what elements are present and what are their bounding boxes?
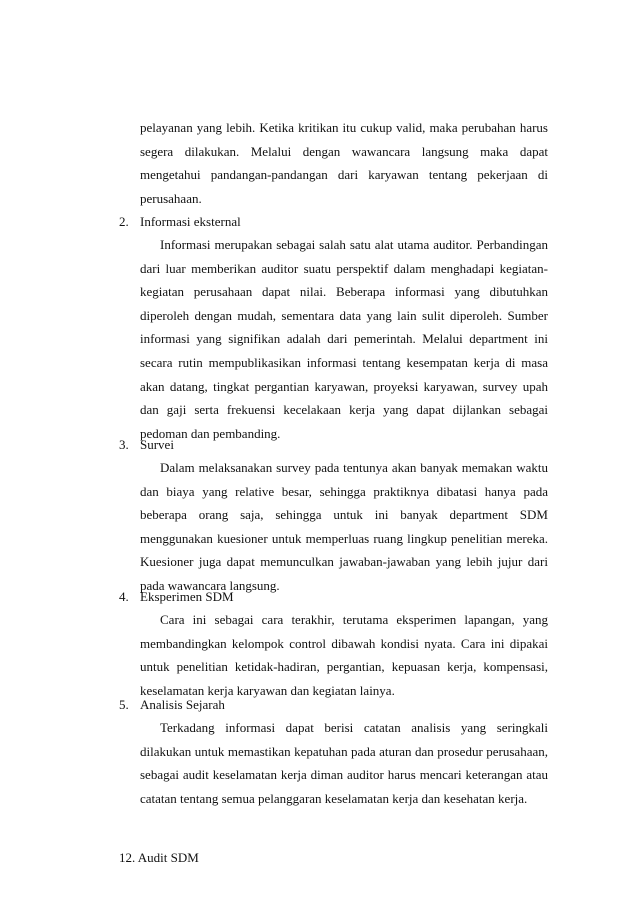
section-heading-4 bbox=[119, 585, 234, 609]
paragraph-line: catatan tentang semua pelanggaran keselamatan kerja dan kesehatan kerja. bbox=[140, 790, 528, 806]
paragraph-line: akan datang, tingkat pergantian karyawan, proyeksi karyawan, survey upah bbox=[140, 378, 548, 394]
paragraph-line: keselamatan kerja karyawan dan kegiatan lainya. bbox=[140, 682, 395, 698]
paragraph-line: Informasi merupakan sebagai salah satu alat utama auditor. Perbandingan bbox=[160, 237, 548, 252]
section-3-paragraph bbox=[140, 456, 548, 598]
paragraph-line: Terkadang informasi dapat berisi catatan analisis yang seringkali bbox=[160, 720, 548, 735]
section-4-paragraph bbox=[140, 608, 548, 702]
page-footer: 12. Audit SDM bbox=[119, 850, 199, 865]
section-title: Survei bbox=[140, 437, 174, 452]
section-heading-3 bbox=[119, 433, 174, 457]
paragraph-line: sebagai audit keselamatan kerja diman auditor harus mencari keterangan atau bbox=[140, 767, 548, 783]
section-number: 2. bbox=[119, 214, 129, 229]
paragraph-line: membandingkan kelompok control dibawah kondisi nyata. Cara ini dipakai bbox=[140, 635, 548, 651]
paragraph-line: Kuesioner juga dapat memunculkan jawaban-jawaban yang lebih jujur dari bbox=[140, 554, 548, 570]
paragraph-line: secara rutin mempublikasikan informasi tentang kesempatan kerja di masa bbox=[140, 354, 548, 370]
section-2-paragraph bbox=[140, 233, 548, 445]
section-title: Eksperimen SDM bbox=[140, 589, 234, 604]
paragraph-line: pada wawancara langsung. bbox=[140, 577, 280, 593]
paragraph-line: dilakukan untuk memastikan kepatuhan pada aturan dan prosedur perusahaan, bbox=[140, 743, 548, 759]
paragraph-line: dan biaya yang relative besar, sehingga praktiknya dibatasi hanya pada bbox=[140, 483, 548, 499]
section-title: Analisis Sejarah bbox=[140, 697, 225, 712]
paragraph-line: diperoleh dengan mudah, sementara data yang lain sulit diperoleh. Sumber bbox=[140, 307, 548, 323]
paragraph-line: perusahaan. bbox=[140, 190, 202, 206]
paragraph-line: dan gaji serta frekuensi kecelakaan kerja yang dapat dijlankan sebagai bbox=[140, 402, 548, 418]
section-5-paragraph bbox=[140, 716, 548, 810]
continuation-paragraph bbox=[140, 116, 548, 210]
section-title: Informasi eksternal bbox=[140, 214, 241, 229]
section-number: 4. bbox=[119, 589, 129, 604]
paragraph-line: Cara ini sebagai cara terakhir, terutama eksperimen lapangan, yang bbox=[160, 612, 548, 627]
paragraph-line: pelayanan yang lebih. Ketika kritikan itu cukup valid, maka perubahan harus bbox=[140, 120, 548, 135]
section-heading-2 bbox=[119, 210, 241, 234]
section-number: 3. bbox=[119, 437, 129, 452]
paragraph-line: untuk penelitian ketidak-hadiran, pergantian, kepuasan kerja, kompensasi, bbox=[140, 659, 548, 675]
paragraph-line: mengetahui pandangan-pandangan dari karyawan tentang pekerjaan di bbox=[140, 167, 548, 183]
section-number: 5. bbox=[119, 697, 129, 712]
paragraph-line: segera dilakukan. Melalui dengan wawancara langsung maka dapat bbox=[140, 143, 548, 159]
section-heading-5 bbox=[119, 693, 225, 717]
paragraph-line: informasi yang signifikan adalah dari pemerintah. Melalui department ini bbox=[140, 331, 548, 347]
paragraph-line: dari luar memberikan auditor suatu perspektif dalam menghadapi kegiatan- bbox=[140, 260, 548, 276]
paragraph-line: kegiatan perusahaan dapat nilai. Beberapa informasi yang dibutuhkan bbox=[140, 284, 548, 300]
paragraph-line: beberapa orang saja, sehingga untuk ini banyak department SDM bbox=[140, 507, 548, 523]
paragraph-line: pedoman dan pembanding. bbox=[140, 425, 281, 441]
paragraph-line: menggunakan kuesioner untuk memperluas ruang lingkup penelitian mereka. bbox=[140, 530, 548, 546]
paragraph-line: Dalam melaksanakan survey pada tentunya akan banyak memakan waktu bbox=[160, 460, 548, 475]
